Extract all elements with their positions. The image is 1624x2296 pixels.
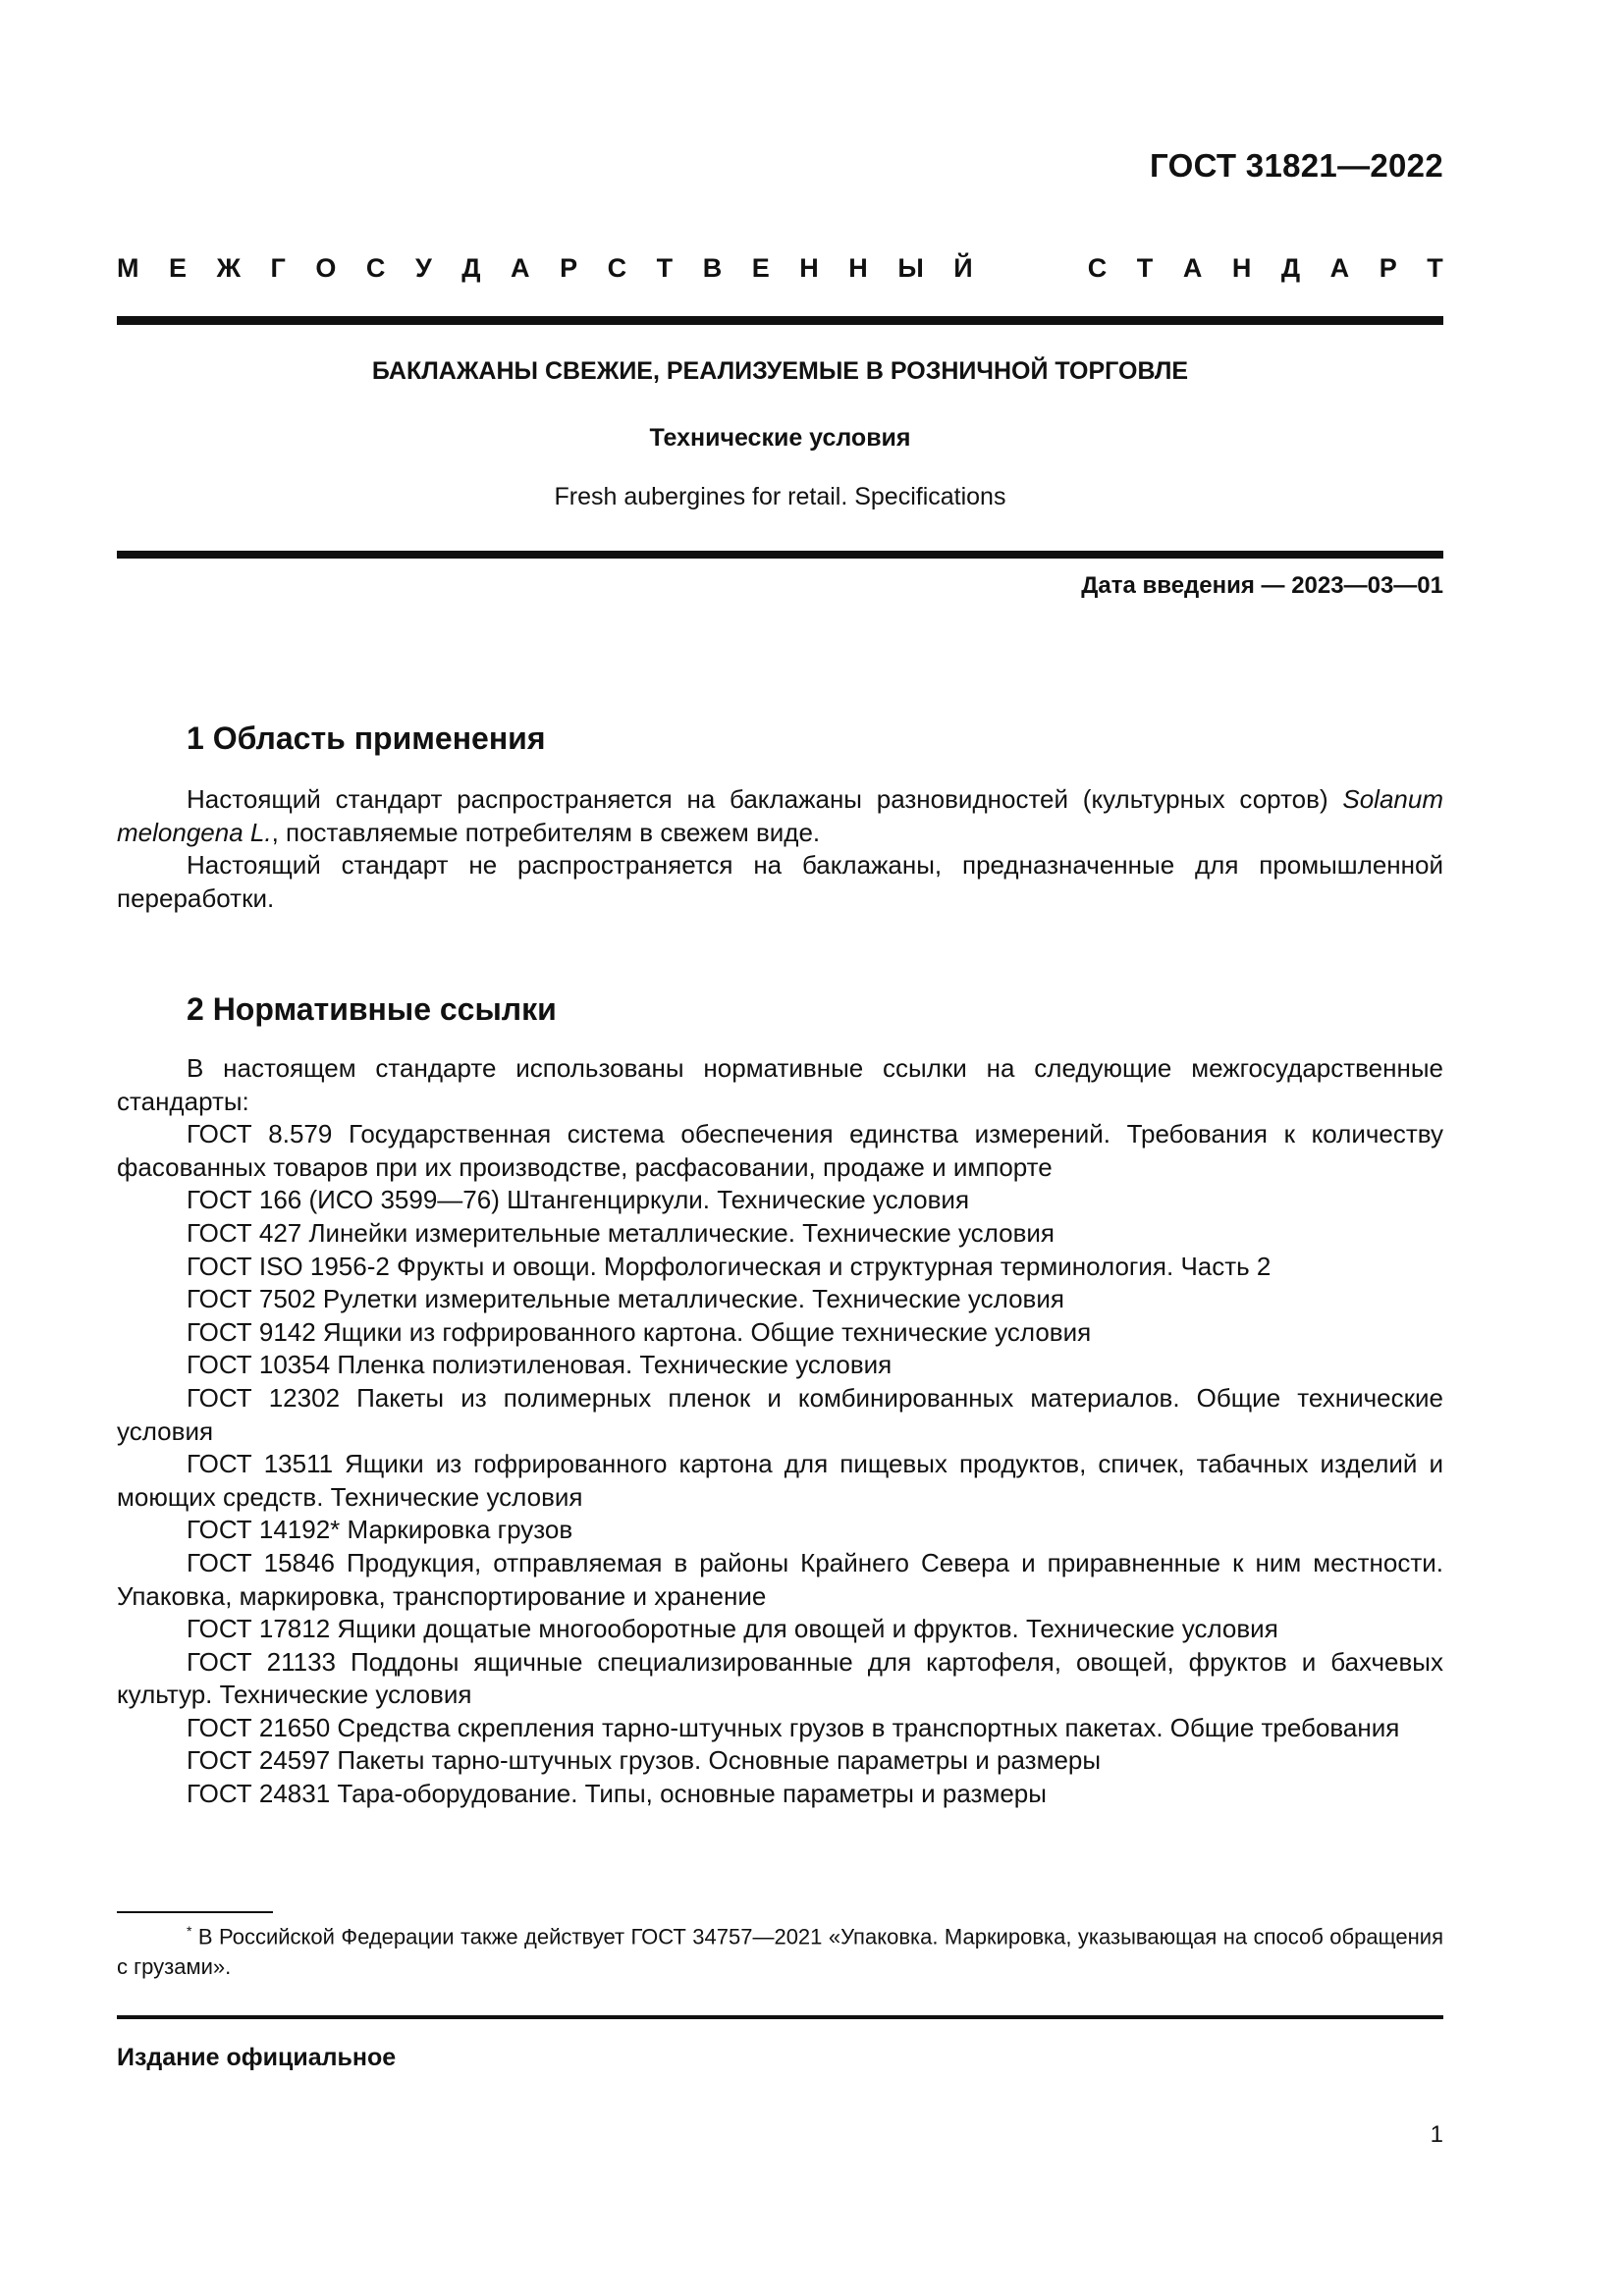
footnote-divider [117, 1911, 273, 1913]
letter: У [414, 253, 432, 283]
section-1-heading: 1 Область применения [187, 721, 546, 756]
letter: О [315, 253, 337, 283]
letter: Р [1379, 253, 1397, 283]
letter: Ж [216, 253, 241, 283]
footnote-text [117, 1916, 1443, 1982]
gost-number: ГОСТ 31821—2022 [1150, 147, 1443, 184]
reference-item: ГОСТ 21650 Средства скрепления тарно-штучных грузов в транспортных пакетах. Общие требования [187, 1712, 1400, 1742]
page-number: 1 [1430, 2121, 1443, 2148]
reference-item: ГОСТ 10354 Пленка полиэтиленовая. Технические условия [187, 1350, 893, 1380]
reference-item: ГОСТ 21133 Поддоны ящичные специализированные для картофеля, овощей, фруктов и бахчевых культур. Технические условия [117, 1646, 1443, 1710]
letter: Е [169, 253, 188, 283]
reference-item: ГОСТ 427 Линейки измерительные металлические. Технические условия [187, 1217, 1055, 1248]
normative-references [117, 1052, 1443, 1811]
letter: Д [461, 253, 481, 283]
letter: Е [751, 253, 770, 283]
letter: Р [560, 253, 578, 283]
bottom-divider [117, 2015, 1443, 2019]
letter: Д [1280, 253, 1301, 283]
letter: Н [848, 253, 868, 283]
letter: В [702, 253, 723, 283]
section-1-paragraph-1 [117, 783, 1443, 849]
reference-item: ГОСТ 14192* Маркировка грузов [187, 1515, 573, 1545]
footnote-mark: * [187, 1923, 192, 1939]
reference-item: ГОСТ 166 (ИСО 3599—76) Штангенциркули. Технические условия [187, 1185, 970, 1215]
section-1-body [117, 783, 1443, 915]
reference-item: ГОСТ 24597 Пакеты тарно-штучных грузов. Основные параметры и размеры [187, 1745, 1102, 1776]
letter: Н [799, 253, 819, 283]
footnote-body: В Российской Федерации также действует ГОСТ 34757—2021 «Упаковка. Маркировка, указывающая на способ обращения с грузами». [117, 1924, 1443, 1980]
reference-item: ГОСТ 12302 Пакеты из полимерных пленок и комбинированных материалов. Общие технические условия [117, 1382, 1443, 1446]
english-title: Fresh aubergines for retail. Specifications [554, 483, 1006, 510]
top-divider [117, 316, 1443, 325]
reference-item: ГОСТ ISO 1956-2 Фрукты и овощи. Морфологическая и структурная терминология. Часть 2 [187, 1251, 1272, 1281]
reference-item: ГОСТ 9142 Ящики из гофрированного картона. Общие технические условия [187, 1316, 1092, 1347]
letter: Т [1136, 253, 1154, 283]
section-1-paragraph-2: Настоящий стандарт не распространяется на баклажаны, предназначенные для промышленной переработки. [117, 850, 1443, 913]
letter: А [1182, 253, 1203, 283]
reference-item: ГОСТ 24831 Тара-оборудование. Типы, основные параметры и размеры [187, 1779, 1047, 1809]
interstate-standard-label [117, 253, 1443, 284]
section-2-heading: 2 Нормативные ссылки [187, 991, 557, 1027]
letter: С [1087, 253, 1108, 283]
letter: Т [656, 253, 674, 283]
reference-item: ГОСТ 7502 Рулетки измерительные металлические. Технические условия [187, 1284, 1064, 1314]
document-subtitle: Технические условия [649, 424, 911, 452]
document-title: БАКЛАЖАНЫ СВЕЖИЕ, РЕАЛИЗУЕМЫЕ В РОЗНИЧНОЙ ТОРГОВЛЕ [371, 357, 1189, 385]
word-gap [1002, 253, 1057, 284]
letter: А [1329, 253, 1350, 283]
reference-item: ГОСТ 13511 Ящики из гофрированного картона для пищевых продуктов, спичек, табачных изделий и моющих средств. Технические условия [117, 1449, 1443, 1512]
letter: Г [270, 253, 286, 283]
introduction-date: Дата введения — 2023—03—01 [1081, 572, 1443, 599]
letter: Ы [897, 253, 924, 283]
letter: Й [953, 253, 973, 283]
footnote [117, 1916, 1443, 1982]
reference-item: ГОСТ 8.579 Государственная система обеспечения единства измерений. Требования к количеству фасованных товаров при их производстве, расфасовании, продаже и импорте [117, 1119, 1443, 1182]
reference-item: ГОСТ 15846 Продукция, отправляемая в районы Крайнего Севера и приравненные к ним местности. Упаковка, маркировка, транспортирование и хранение [117, 1547, 1443, 1611]
text-run: Настоящий стандарт распространяется на баклажаны разновидностей (культурных сортов) [187, 784, 1343, 814]
letter: А [511, 253, 530, 283]
letter: Н [1231, 253, 1252, 283]
letter: Т [1427, 253, 1443, 283]
letter: С [607, 253, 627, 283]
species-name: Solanum melongena L. [117, 784, 1443, 847]
text-run: , поставляемые потребителям в свежем виде. [271, 817, 821, 847]
title-divider [117, 551, 1443, 559]
letter: М [117, 253, 139, 283]
section-2-intro: В настоящем стандарте использованы нормативные ссылки на следующие межгосударственные стандарты: [117, 1053, 1443, 1116]
official-edition-label: Издание официальное [117, 2044, 397, 2071]
reference-item: ГОСТ 17812 Ящики дощатые многооборотные для овощей и фруктов. Технические условия [187, 1614, 1278, 1644]
letter: С [365, 253, 386, 283]
